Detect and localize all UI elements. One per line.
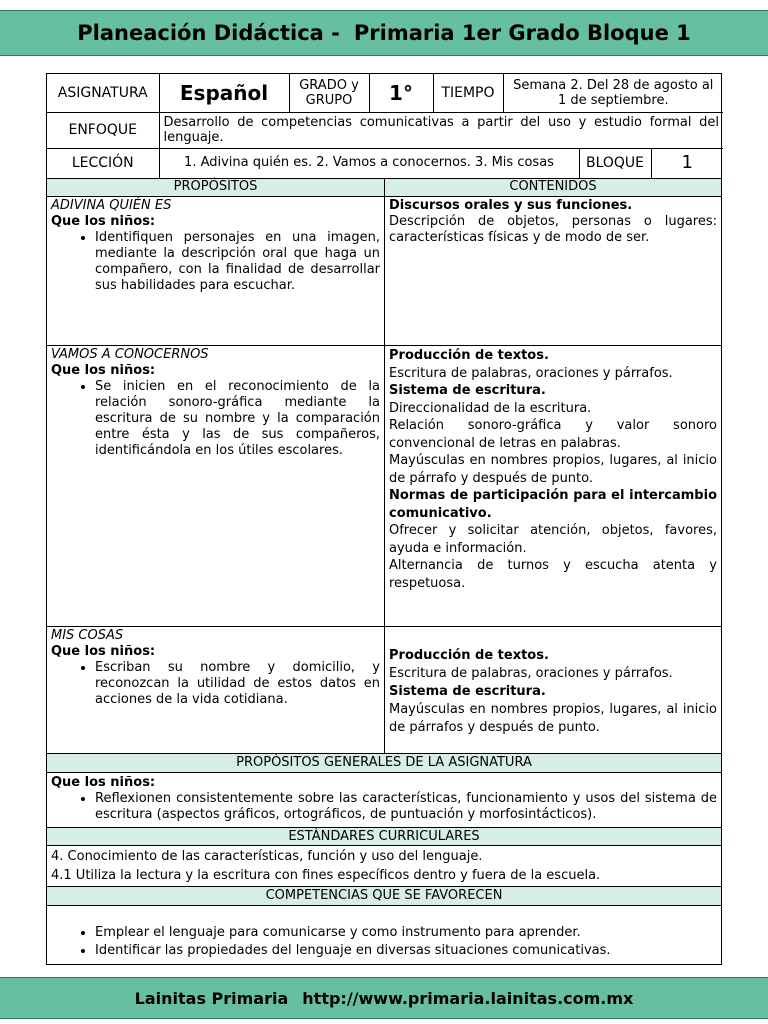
estandares-heading: ESTÁNDARES CURRICULARES	[47, 827, 721, 846]
competencia-item: • Emplear el lenguaje para comunicarse y como instrumento para aprender.	[95, 924, 717, 942]
header-title-right: Primaria 1er Grado Bloque 1	[353, 21, 691, 45]
lesson-title: VAMOS A CONOCERNOS	[51, 347, 209, 362]
content-text: Descripción de objetos, personas o lugares: características físicas y de modo de ser.	[389, 214, 717, 245]
lesson-purpose: • Identifiquen personajes en una imagen, mediante la descripción oral que haga un compañero, con la finalidad de desarrollar sus habilidades para escuchar.	[95, 230, 380, 294]
competencia-item: • Identificar las propiedades del lenguaje en diversas situaciones comunicativas.	[95, 942, 717, 960]
competencias-body	[47, 906, 721, 964]
content-text: Ofrecer y solicitar atención, objetos, favores, ayuda e información.	[389, 523, 717, 556]
propositos-heading: PROPÓSITOS	[47, 179, 385, 196]
generales-item: • Reflexionen consistentemente sobre las características, funcionamiento y usos del sistema de escritura (aspectos gráficos, ortográficos, de puntuación y morfosintácticos).	[95, 791, 717, 823]
content-heading: Sistema de escritura.	[389, 684, 546, 699]
leccion-label: LECCIÓN	[47, 148, 159, 178]
grado-label: GRADO y GRUPO	[289, 74, 369, 112]
content-heading: Normas de participación para el intercambio comunicativo.	[389, 488, 717, 521]
estandar-line: 4.1 Utiliza la lectura y la escritura con fines específicos dentro y fuera de la escuela.	[51, 868, 601, 883]
content-text: Relación sonoro-gráfica y valor sonoro convencional de letras en palabras.	[389, 418, 717, 451]
enfoque-label: ENFOQUE	[47, 112, 159, 148]
bloque-value: 1	[651, 148, 723, 178]
que-los-ninos: Que los niños:	[51, 775, 156, 790]
lesson-row-1	[47, 197, 721, 345]
enfoque-value: Desarrollo de competencias comunicativas a partir del uso y estudio formal del lenguaje.	[159, 112, 723, 148]
tiempo-value: Semana 2. Del 28 de agosto al 1 de septiembre.	[503, 74, 723, 112]
tiempo-label: TIEMPO	[433, 74, 503, 112]
content-text: Escritura de palabras, oraciones y párrafos.	[389, 666, 673, 681]
content-heading: Producción de textos.	[389, 348, 549, 363]
contenidos-heading: CONTENIDOS	[509, 179, 597, 194]
page-header	[0, 10, 768, 56]
lesson-title: ADIVINA QUIÉN ES	[51, 198, 172, 213]
planning-document	[46, 73, 722, 965]
content-heading: Sistema de escritura.	[389, 383, 546, 398]
grado-value: 1°	[369, 74, 433, 112]
footer-url-link[interactable]: http://www.primaria.lainitas.com.mx	[302, 988, 634, 1008]
content-text: Escritura de palabras, oraciones y párrafos.	[389, 365, 673, 381]
content-heading: Producción de textos.	[389, 648, 549, 663]
header-title-left: Planeación Didáctica -	[77, 21, 340, 45]
que-los-ninos: Que los niños:	[51, 363, 156, 378]
lesson-row-3	[47, 626, 721, 753]
asignatura-value: Español	[159, 74, 289, 112]
que-los-ninos: Que los niños:	[51, 644, 156, 659]
que-los-ninos: Que los niños:	[51, 214, 156, 229]
estandar-line: 4. Conocimiento de las características, función y uso del lenguaje.	[51, 849, 483, 864]
generales-body	[47, 773, 721, 827]
content-text: Mayúsculas en nombres propios, lugares, al inicio de párrafos y después de punto.	[389, 702, 717, 735]
info-table	[47, 74, 723, 178]
estandares-body	[47, 846, 721, 886]
footer-brand: Lainitas Primaria	[134, 988, 289, 1008]
leccion-value: 1. Adivina quién es. 2. Vamos a conocernos. 3. Mis cosas	[159, 148, 579, 178]
content-text: Alternancia de turnos y escucha atenta y respetuosa.	[389, 558, 717, 591]
lesson-row-2	[47, 345, 721, 626]
content-heading: Discursos orales y sus funciones.	[389, 198, 633, 213]
lesson-title: MIS COSAS	[51, 628, 124, 643]
competencias-heading: COMPETENCIAS QUE SE FAVORECEN	[47, 886, 721, 906]
bloque-label: BLOQUE	[579, 148, 651, 178]
lesson-purpose: • Se inicien en el reconocimiento de la relación sonoro-gráfica mediante la escritura de su nombre y la comparación entre ésta y las de sus compañeros, identificándola en los útiles escolares.	[95, 379, 380, 459]
content-text: Direccionalidad de la escritura.	[389, 400, 592, 416]
lesson-purpose: • Escriban su nombre y domicilio, y reconozcan la utilidad de estos datos en acciones de la vida cotidiana.	[95, 660, 380, 708]
page-footer	[0, 977, 768, 1019]
asignatura-label: ASIGNATURA	[47, 74, 159, 112]
generales-heading: PROPÓSITOS GENERALES DE LA ASIGNATURA	[47, 753, 721, 773]
columns-header	[47, 178, 721, 197]
content-text: Mayúsculas en nombres propios, lugares, al inicio de párrafo y después de punto.	[389, 453, 717, 486]
